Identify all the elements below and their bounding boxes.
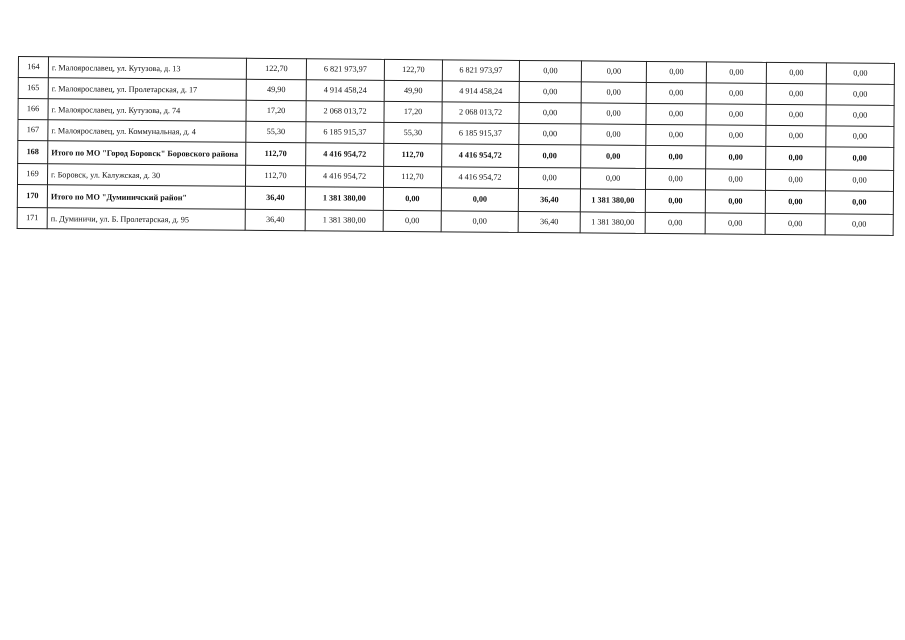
value-cell: 0,00 <box>581 124 646 146</box>
value-cell: 0,00 <box>646 82 706 103</box>
value-cell: 0,00 <box>581 61 646 83</box>
value-cell: 1 381 380,00 <box>305 187 383 211</box>
value-cell: 0,00 <box>706 125 766 146</box>
value-cell: 0,00 <box>706 83 766 104</box>
value-cell: 17,20 <box>384 101 442 122</box>
value-cell: 1 381 380,00 <box>580 212 645 234</box>
value-cell: 0,00 <box>706 62 766 83</box>
value-cell: 36,40 <box>518 211 580 232</box>
value-cell: 0,00 <box>383 187 441 210</box>
value-cell: 2 068 013,72 <box>306 101 384 123</box>
value-cell: 0,00 <box>765 169 825 190</box>
row-number: 167 <box>18 120 48 141</box>
value-cell: 6 821 973,97 <box>442 60 519 82</box>
value-cell: 0,00 <box>646 103 706 124</box>
value-cell: 0,00 <box>519 102 581 123</box>
value-cell: 0,00 <box>580 168 645 190</box>
row-number: 170 <box>17 184 47 207</box>
value-cell: 0,00 <box>826 126 894 148</box>
value-cell: 4 416 954,72 <box>441 167 518 189</box>
value-cell: 49,90 <box>384 80 442 101</box>
value-cell: 0,00 <box>441 188 518 212</box>
value-cell: 4 416 954,72 <box>442 144 519 168</box>
value-cell: 112,70 <box>245 165 305 186</box>
value-cell: 122,70 <box>246 58 306 79</box>
value-cell: 0,00 <box>519 123 581 144</box>
address-cell: г. Малоярославец, ул. Кутузова, д. 74 <box>48 99 246 122</box>
value-cell: 49,90 <box>246 79 306 100</box>
value-cell: 0,00 <box>705 213 765 234</box>
value-cell: 6 185 915,37 <box>442 123 519 145</box>
address-cell: п. Думиничи, ул. Б. Пролетарская, д. 95 <box>47 208 245 231</box>
value-cell: 0,00 <box>825 191 893 215</box>
row-number: 164 <box>18 57 48 78</box>
value-cell: 0,00 <box>825 214 893 236</box>
row-number: 166 <box>18 99 48 120</box>
municipality-total-label: Итого по МО "Думиничский район" <box>47 185 245 210</box>
value-cell: 0,00 <box>765 213 825 234</box>
document-page <box>17 56 894 236</box>
value-cell: 0,00 <box>705 190 765 213</box>
value-cell: 0,00 <box>519 81 581 102</box>
value-cell: 0,00 <box>646 124 706 145</box>
value-cell: 17,20 <box>246 100 306 121</box>
value-cell: 0,00 <box>383 210 441 231</box>
value-cell: 0,00 <box>518 167 580 188</box>
value-cell: 0,00 <box>519 60 581 81</box>
address-cell: г. Малоярославец, ул. Кутузова, д. 13 <box>48 57 246 80</box>
value-cell: 0,00 <box>766 104 826 125</box>
value-cell: 112,70 <box>384 143 442 166</box>
value-cell: 4 914 458,24 <box>306 80 384 102</box>
row-number: 169 <box>17 164 47 185</box>
value-cell: 0,00 <box>766 146 826 169</box>
housing-program-table <box>17 56 895 236</box>
row-number: 171 <box>17 207 47 228</box>
value-cell: 0,00 <box>645 189 705 212</box>
value-cell: 6 185 915,37 <box>306 122 384 144</box>
value-cell: 0,00 <box>766 83 826 104</box>
address-cell: г. Малоярославец, ул. Коммунальная, д. 4 <box>48 120 246 143</box>
value-cell: 6 821 973,97 <box>306 59 384 81</box>
value-cell: 0,00 <box>766 62 826 83</box>
value-cell: 112,70 <box>246 142 306 165</box>
row-number: 165 <box>18 78 48 99</box>
value-cell: 0,00 <box>581 103 646 125</box>
value-cell: 36,40 <box>518 188 580 211</box>
value-cell: 122,70 <box>384 59 442 80</box>
value-cell: 1 381 380,00 <box>580 189 645 213</box>
value-cell: 0,00 <box>705 169 765 190</box>
value-cell: 4 416 954,72 <box>306 143 384 167</box>
value-cell: 0,00 <box>765 190 825 213</box>
address-cell: г. Малоярославец, ул. Пролетарская, д. 17 <box>48 78 246 101</box>
value-cell: 0,00 <box>706 104 766 125</box>
value-cell: 36,40 <box>245 209 305 230</box>
value-cell: 0,00 <box>826 84 894 106</box>
address-cell: г. Боровск, ул. Калужская, д. 30 <box>47 164 245 187</box>
value-cell: 1 381 380,00 <box>305 210 383 232</box>
value-cell: 0,00 <box>826 147 894 171</box>
value-cell: 36,40 <box>245 186 305 209</box>
value-cell: 4 914 458,24 <box>442 81 519 103</box>
value-cell: 0,00 <box>581 82 646 104</box>
value-cell: 0,00 <box>581 145 646 169</box>
value-cell: 55,30 <box>246 121 306 142</box>
value-cell: 0,00 <box>646 61 706 82</box>
value-cell: 0,00 <box>706 146 766 169</box>
value-cell: 2 068 013,72 <box>442 102 519 124</box>
value-cell: 112,70 <box>383 166 441 187</box>
value-cell: 0,00 <box>646 145 706 168</box>
value-cell: 4 416 954,72 <box>305 166 383 188</box>
table-body <box>17 57 894 236</box>
value-cell: 0,00 <box>519 144 581 167</box>
municipality-total-label: Итого по МО "Город Боровск" Боровского района <box>48 141 246 166</box>
value-cell: 0,00 <box>645 212 705 233</box>
value-cell: 0,00 <box>441 211 518 233</box>
value-cell: 0,00 <box>766 125 826 146</box>
value-cell: 0,00 <box>826 63 894 85</box>
value-cell: 0,00 <box>826 105 894 127</box>
value-cell: 0,00 <box>825 170 893 192</box>
value-cell: 0,00 <box>645 168 705 189</box>
row-number: 168 <box>18 141 48 164</box>
value-cell: 55,30 <box>384 122 442 143</box>
